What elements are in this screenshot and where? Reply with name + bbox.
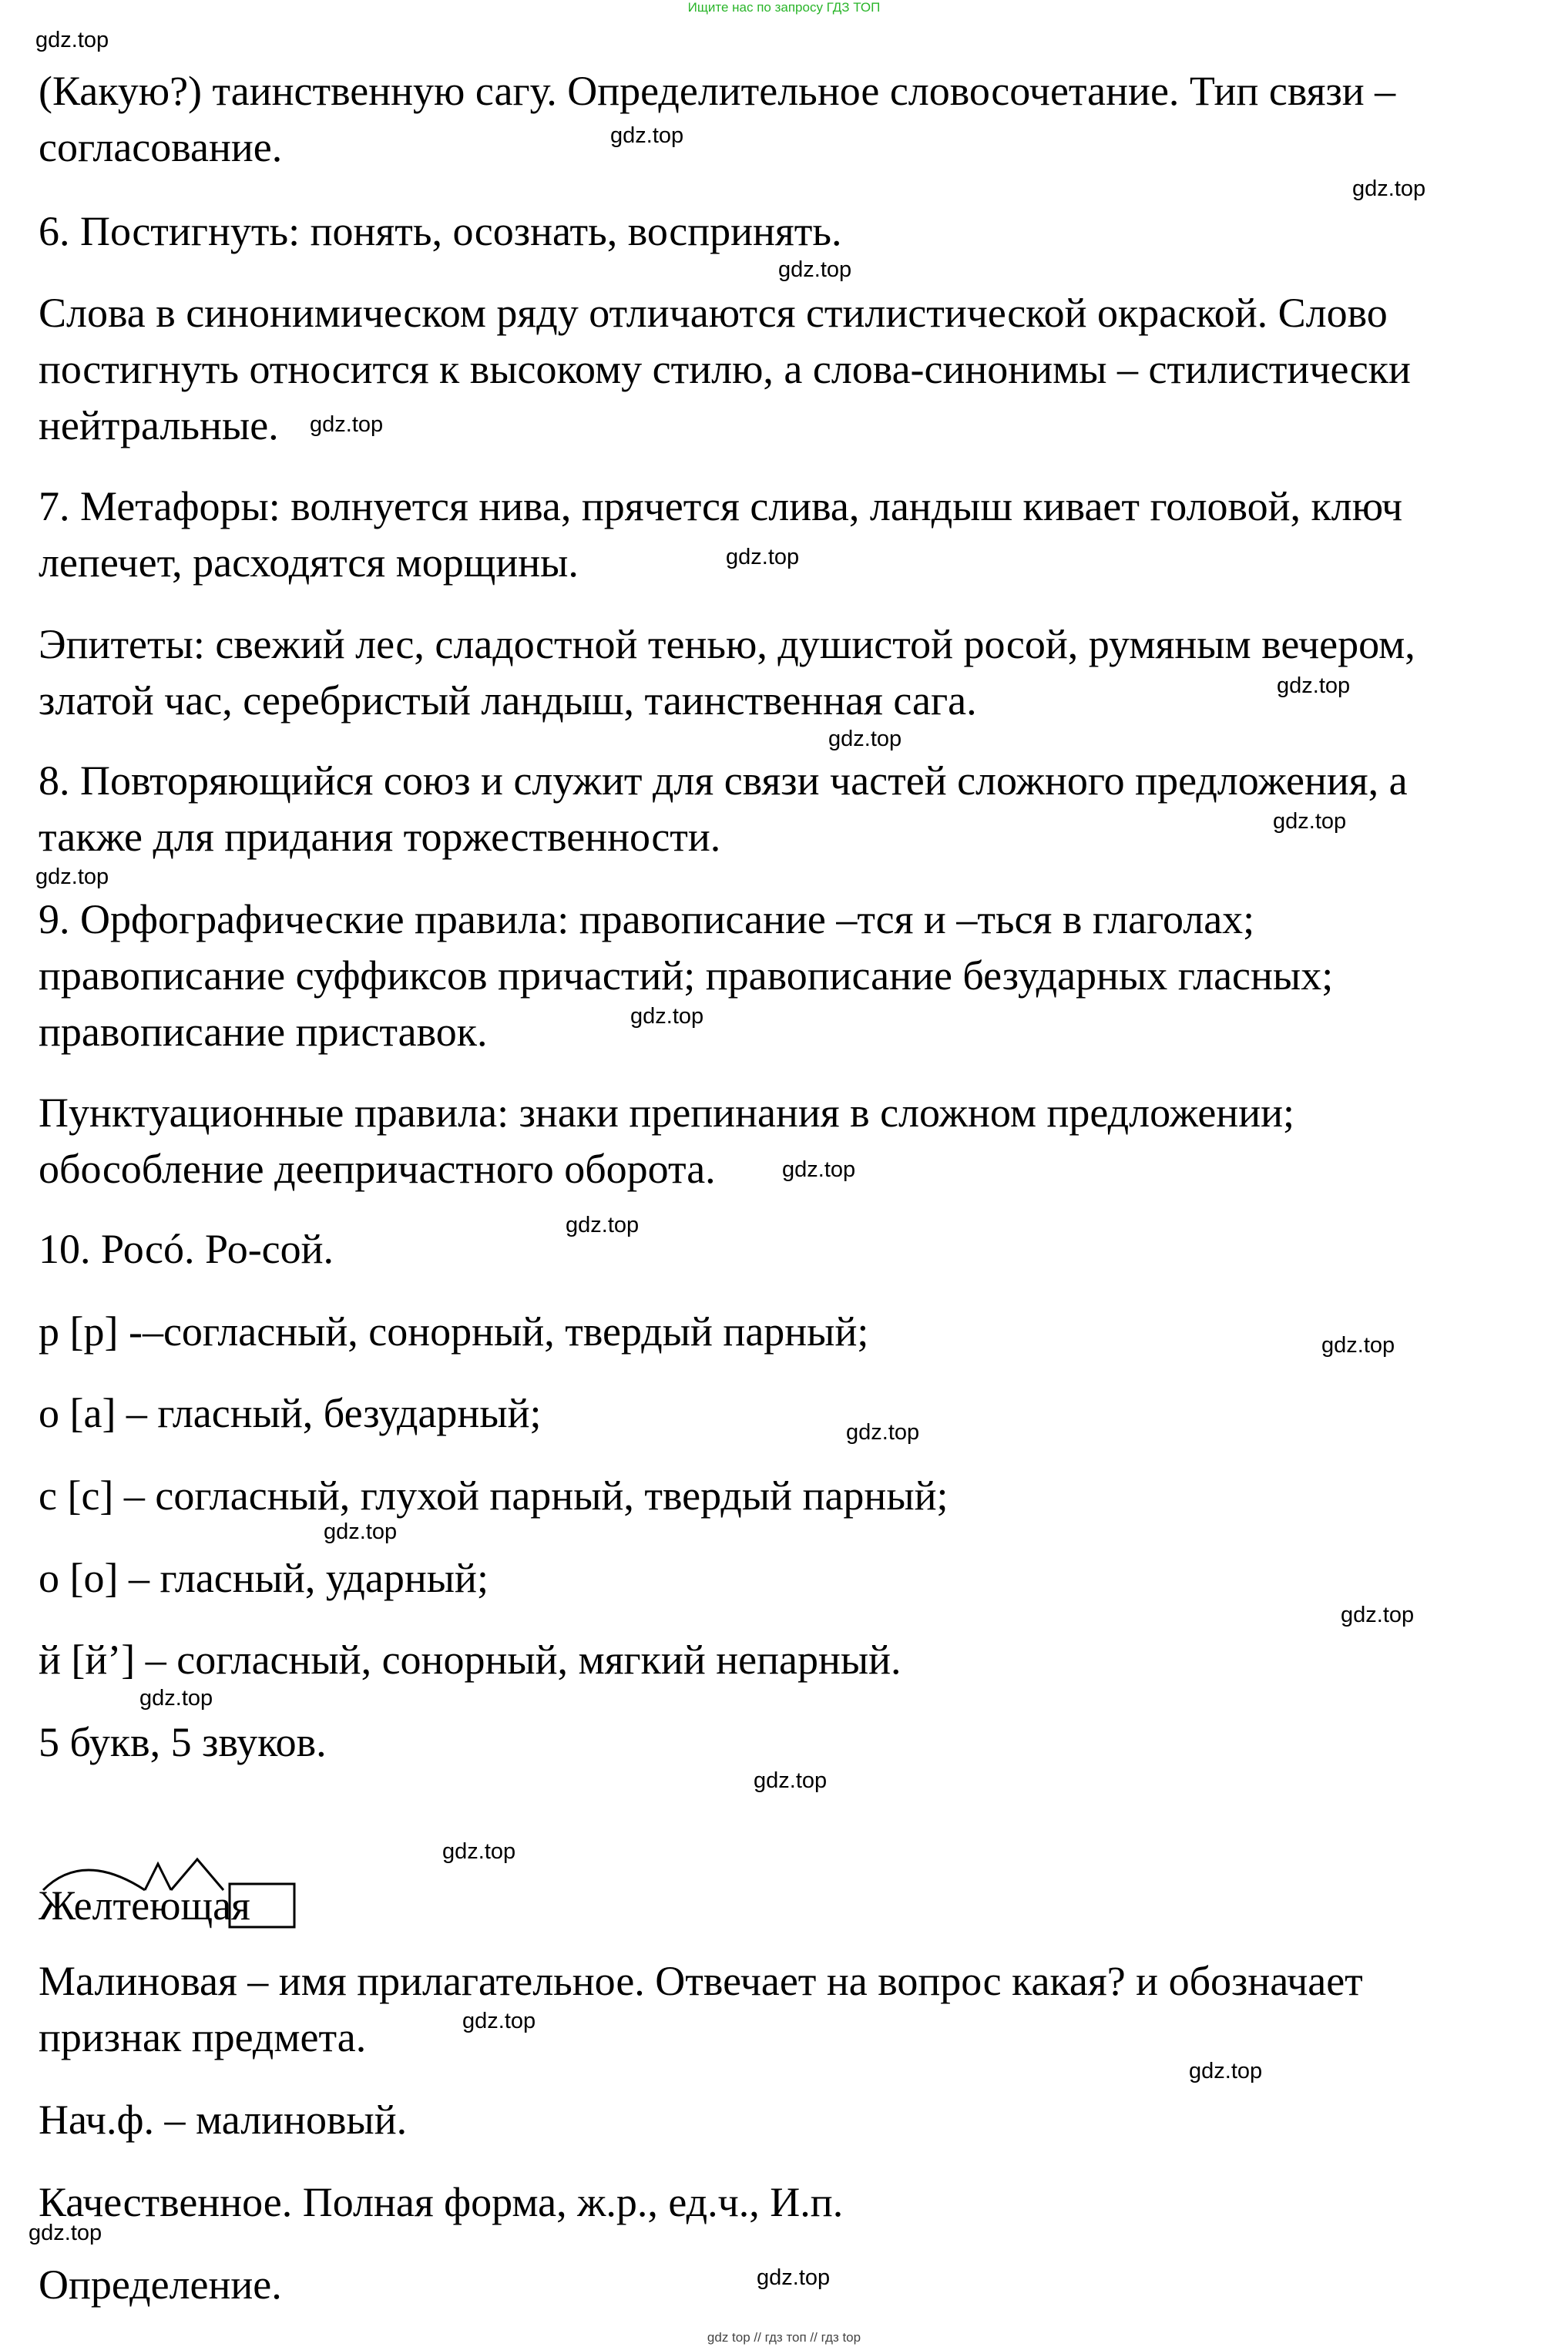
watermark: gdz.top — [29, 2221, 102, 2245]
ending-box-icon — [230, 1884, 294, 1927]
watermark: gdz.top — [324, 1519, 398, 1544]
watermark: gdz.top — [757, 2265, 831, 2290]
watermark: gdz.top — [778, 257, 852, 282]
watermark: gdz.top — [462, 2009, 536, 2033]
watermark: gdz.top — [1277, 673, 1351, 698]
watermark: gdz.top — [782, 1157, 856, 1182]
text-line-16: Пунктуационные правила: знаки препинания в сложном предложении; — [39, 1090, 1294, 1136]
watermark: gdz.top — [35, 28, 109, 52]
root-arc-icon — [43, 1870, 145, 1890]
watermark: gdz.top — [310, 412, 384, 437]
morpheme-root: Желт — [39, 1882, 132, 1929]
text-line-25: Малиновая – имя прилагательное. Отвечает на вопрос какая? и обозначает — [39, 1958, 1363, 2004]
watermark: gdz.top — [1321, 1333, 1395, 1358]
watermark: gdz.top — [726, 545, 800, 569]
watermark: gdz.top — [566, 1213, 640, 1237]
text-line-21: с [с] – согласный, глухой парный, твердый парный; — [39, 1472, 949, 1519]
watermark: gdz.top — [35, 865, 109, 889]
morpheme-suffix-2: ющ — [149, 1882, 213, 1929]
watermark: gdz.top — [610, 123, 684, 148]
watermark: gdz.top — [630, 1004, 704, 1029]
text-line-10: златой час, серебристый ландыш, таинственная сага. — [39, 677, 977, 724]
text-line-26: признак предмета. — [39, 2014, 367, 2060]
text-line-13: 9. Орфографические правила: правописание –тся и –ться в глаголах; — [39, 896, 1255, 942]
text-line-24: 5 букв, 5 звуков. — [39, 1719, 327, 1765]
watermark: gdz.top — [846, 1420, 920, 1445]
text-line-17: обособление деепричастного оборота. — [39, 1146, 716, 1192]
text-line-14: правописание суффиксов причастий; правописание безударных гласных; — [39, 952, 1334, 999]
text-line-27: Нач.ф. – малиновый. — [39, 2097, 408, 2143]
watermark: gdz.top — [1352, 176, 1426, 201]
text-line-5: постигнуть относится к высокому стилю, а слова-синонимы – стилистически — [39, 346, 1411, 392]
text-line-1: (Какую?) таинственную сагу. Определительное словосочетание. Тип связи – — [39, 68, 1396, 114]
text-line-12: также для придания торжественности. — [39, 814, 721, 860]
text-line-6: нейтральные. — [39, 402, 279, 448]
watermark: gdz.top — [1189, 2059, 1263, 2083]
text-line-3: 6. Постигнуть: понять, осознать, воспринять. — [39, 208, 842, 254]
text-line-8: лепечет, расходятся морщины. — [39, 539, 579, 586]
text-line-23: й [й’] – согласный, сонорный, мягкий непарный. — [39, 1637, 902, 1683]
text-line-2: согласование. — [39, 124, 283, 170]
text-line-4: Слова в синонимическом ряду отличаются стилистической окраской. Слово — [39, 290, 1388, 336]
top-banner: Ищите нас по запросу ГДЗ ТОП — [687, 0, 881, 15]
watermark: gdz.top — [1273, 809, 1347, 834]
text-line-15: правописание приставок. — [39, 1009, 488, 1055]
morpheme-marks-icon — [39, 1845, 301, 1938]
watermark: gdz.top — [1341, 1603, 1415, 1627]
morpheme-parse — [39, 1845, 301, 1938]
text-line-29: Определение. — [39, 2261, 282, 2308]
suffix-mark-2-icon — [171, 1859, 223, 1890]
watermark: gdz.top — [139, 1686, 213, 1711]
text-line-19: р [р] -–согласный, сонорный, твердый парный; — [39, 1308, 869, 1355]
text-line-11: 8. Повторяющийся союз и служит для связи частей сложного предложения, а — [39, 757, 1408, 804]
morpheme-suffix-1: е — [131, 1882, 150, 1929]
text-line-7: 7. Метафоры: волнуется нива, прячется слива, ландыш кивает головой, ключ — [39, 483, 1403, 529]
text-line-22: о [о] – гласный, ударный; — [39, 1555, 489, 1601]
bottom-banner: gdz top // гдз топ // гдз top — [707, 2330, 861, 2345]
watermark: gdz.top — [442, 1839, 516, 1864]
text-line-28: Качественное. Полная форма, ж.р., ед.ч., И.п. — [39, 2179, 844, 2225]
watermark: gdz.top — [828, 727, 902, 751]
text-line-9: Эпитеты: свежий лес, сладостной тенью, душистой росой, румяным вечером, — [39, 621, 1415, 667]
watermark: gdz.top — [754, 1768, 828, 1793]
suffix-mark-1-icon — [145, 1864, 171, 1890]
text-line-18: 10. Росó. Ро-сой. — [39, 1226, 334, 1272]
text-line-20: о [а] – гласный, безударный; — [39, 1390, 542, 1436]
morpheme-ending: ая — [213, 1882, 250, 1929]
